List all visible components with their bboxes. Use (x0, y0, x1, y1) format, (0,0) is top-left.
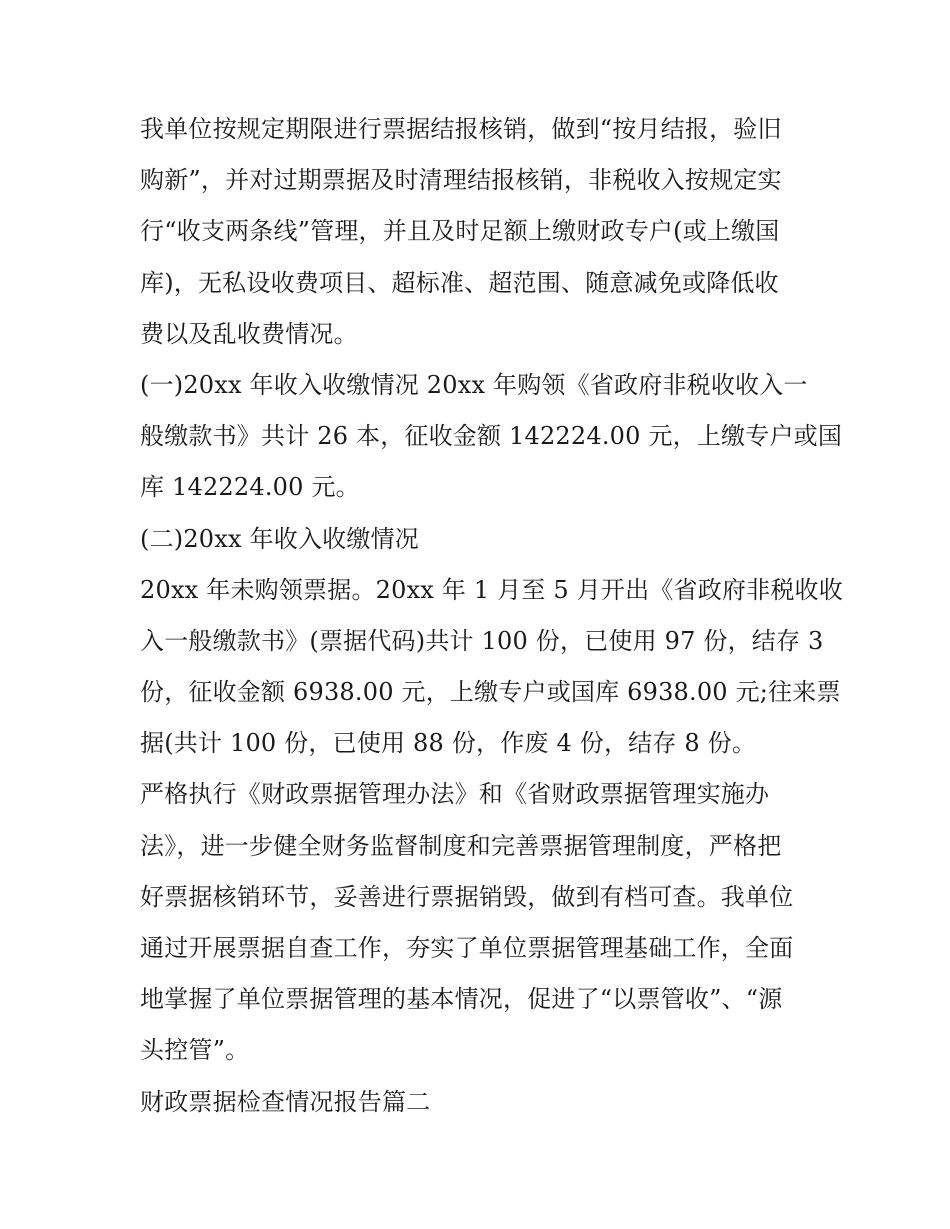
text-line: 库)，无私设收费项目、超标准、超范围、随意减免或降低收 (140, 268, 779, 297)
document-body (140, 104, 843, 1128)
text-line: 行“收支两条线”管理，并且及时足额上缴财政专户(或上缴国 (140, 217, 780, 246)
text-line: 严格执行《财政票据管理办法》和《省财政票据管理实施办 (140, 780, 770, 809)
text-line: (二)20xx 年收入收缴情况 (140, 524, 419, 553)
text-line: 据(共计 100 份，已使用 88 份，作废 4 份，结存 8 份。 (140, 729, 757, 758)
text-line: 20xx 年未购领票据。20xx 年 1 月至 5 月开出《省政府非税收收 (140, 575, 843, 604)
paragraph-income-section-two (140, 565, 843, 770)
text-line: 通过开展票据自查工作，夯实了单位票据管理基础工作，全面 (140, 934, 794, 962)
paragraph-income-section-one (140, 360, 843, 514)
report-section-title (140, 1077, 820, 1128)
text-line: 法》，进一步健全财务监督制度和完善票据管理制度，严格把 (140, 831, 782, 860)
text-line: 好票据核销环节，妥善进行票据销毁，做到有档可查。我单位 (140, 882, 794, 911)
paragraph-ticket-settlement (140, 104, 820, 360)
text-line: 入一般缴款书》(票据代码)共计 100 份，已使用 97 份，结存 3 (140, 626, 824, 655)
text-line: 费以及乱收费情况。 (140, 319, 358, 348)
text-line: (一)20xx 年收入收缴情况 20xx 年购领《省政府非税收收入一 (140, 370, 808, 399)
text-line: 财政票据检查情况报告篇二 (140, 1087, 431, 1116)
text-line: 地掌握了单位票据管理的基本情况，促进了“以票管收”、“源 (140, 985, 783, 1014)
text-line: 头控管”。 (140, 1036, 250, 1065)
paragraph-management-rules (140, 769, 820, 1076)
text-line: 购新”，并对过期票据及时清理结报核销，非税收入按规定实 (140, 166, 782, 195)
text-line: 我单位按规定期限进行票据结报核销，做到“按月结报，验旧 (140, 115, 782, 143)
text-line: 份，征收金额 6938.00 元，上缴专户或国库 6938.00 元;往来票 (140, 678, 841, 707)
text-line: 般缴款书》共计 26 本，征收金额 142224.00 元，上缴专户或国 (140, 422, 843, 451)
section-heading-two (140, 514, 820, 565)
text-line: 库 142224.00 元。 (140, 473, 360, 502)
